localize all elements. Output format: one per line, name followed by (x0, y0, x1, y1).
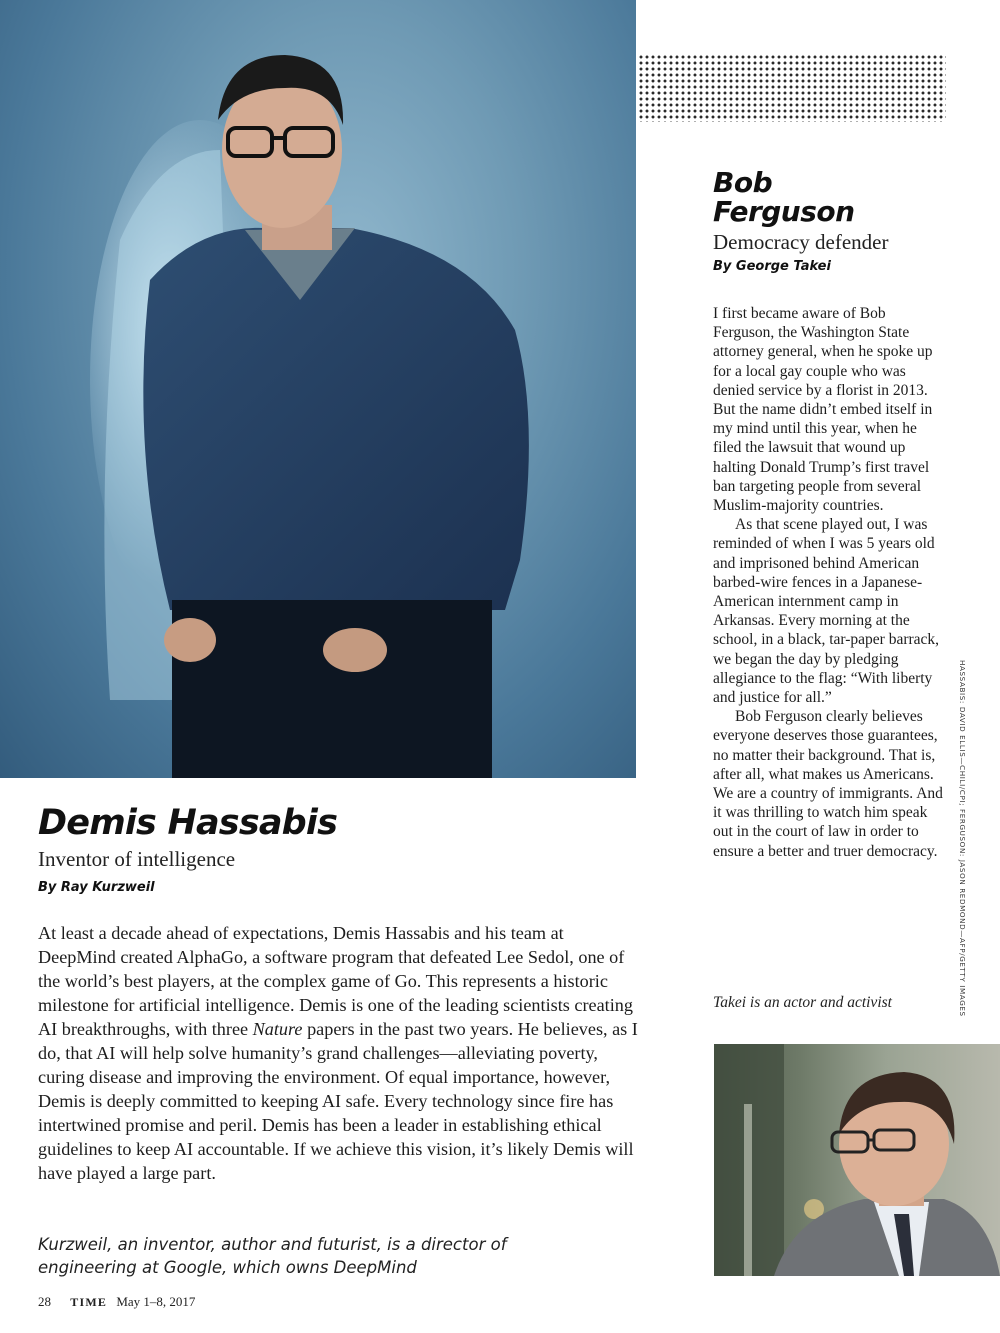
hassabis-subtitle: Inventor of intelligence (38, 847, 236, 871)
magazine-name: TIME (70, 1295, 108, 1309)
ferguson-paragraph: I first became aware of Bob Ferguson, the Washington State attorney general, when he spoke up for a local gay couple who was denied service by a florist in 2013. But the name didn’t embed itself in my mind until this year, when he filed the lawsuit that wound up halting Donald Trump’s first travel ban targeting people from several Muslim-majority countries. (713, 305, 933, 515)
ferguson-paragraph: As that scene played out, I was reminded of when I was 5 years old and imprisoned behind American barbed-wire fences in a Japanese-American internment camp in Arkansas. Every morning at the school, in a black, tar-paper barrack, we began the day by pledging allegiance to the flag: “With liberty and justice for all.” (713, 516, 940, 707)
issue-date: May 1–8, 2017 (116, 1294, 196, 1309)
ferguson-paragraph: Bob Ferguson clearly believes everyone deserves those guarantees, no matter their background. That is, after all, what makes us Americans. We are a country of immigrants. And it was thrilling to watch him speak out in the court of law in order to ensure a better and truer democracy. (713, 708, 943, 860)
ferguson-subtitle: Democracy defender (713, 230, 889, 254)
ferguson-byline: By George Takei (713, 259, 831, 274)
ferguson-name: Bob Ferguson (713, 166, 855, 228)
nature-italic: Nature (252, 1019, 303, 1039)
page-footer (38, 1294, 195, 1310)
halftone-pattern (638, 54, 946, 122)
ferguson-photo (714, 1044, 1000, 1276)
hassabis-byline: By Ray Kurzweil (38, 880, 155, 895)
hassabis-body: At least a decade ahead of expectations, Demis Hassabis and his team at DeepMind created AlphaGo, a software program that defeated Lee Sedol, one of the world’s best players, at the complex game of Go. This represents a historic milestone for artificial intelligence. Demis is one of the leading scientists creating AI breakthroughs, with three Nature papers in the past two years. He believes, as I do, that AI will help solve humanity’s grand challenges—alleviating poverty, curing disease and improving the environment. Of equal importance, however, Demis is deeply committed to keeping AI safe. Every technology since fire has intertwined promise and peril. Demis has been a leader in establishing ethical guidelines to keep AI accountable. If we achieve this vision, it’s likely Demis will have played a large part. (38, 923, 638, 1183)
photo-credit: HASSABIS: DAVID ELLIS—CHILI/CPI; FERGUSON: JASON REDMOND—AFP/GETTY IMAGES (958, 660, 967, 1017)
hassabis-photo (0, 0, 636, 778)
hassabis-name: Demis Hassabis (38, 803, 338, 843)
page-number: 28 (38, 1294, 51, 1309)
ferguson-body (713, 304, 943, 861)
hassabis-tagline: Kurzweil, an inventor, author and futurist, is a director of engineering at Google, which owns DeepMind (38, 1235, 507, 1277)
ferguson-tagline: Takei is an actor and activist (713, 994, 892, 1011)
